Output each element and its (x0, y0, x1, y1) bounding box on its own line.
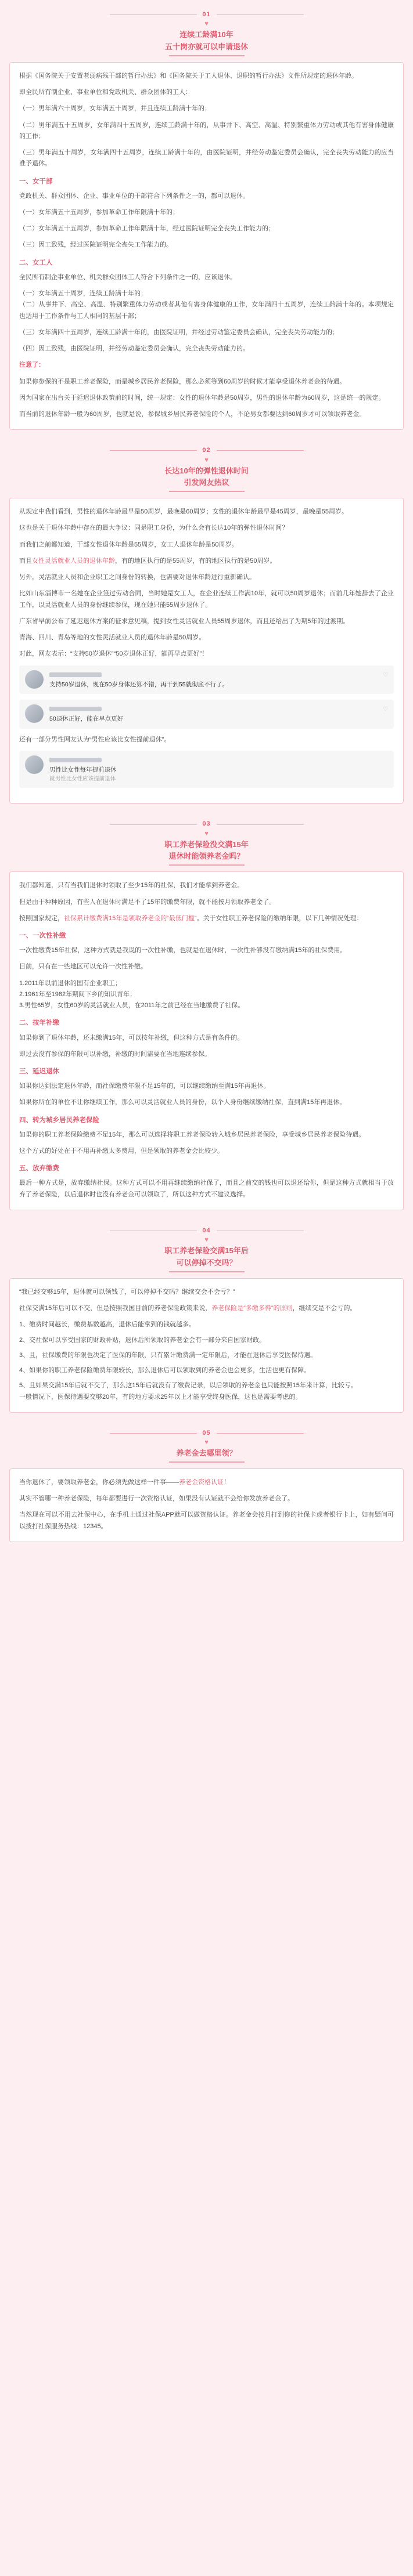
paragraph: 一般情况下，医保待遇要交够20年，有的地方要求25年以上才能享受终身医保，这也是需要考虑的。 (19, 1393, 302, 1401)
paragraph: 当然现在可以不用去社保中心，在手机上通过社保APP就可以做资格认证。养老金会按月打到你的社保卡或者银行卡上，如有疑问可以拨打社保服务热线：12345。 (19, 1511, 394, 1530)
paragraph: （三）因工致残，经过医院证明完全丧失工作能力的。 (19, 241, 173, 249)
heart-icon: ♥ (204, 1236, 209, 1244)
paragraph: 根据《国务院关于安置老弱病残干部的暂行办法》和《国务院关于工人退休、退职的暂行办法》文件所规定的退休年龄。 (19, 72, 358, 79)
section-number: 02 (0, 445, 413, 456)
paragraph: 如果你所在的单位不让你继续工作，那么可以灵活就业人员的身份，以个人身份继续缴纳社保，直到满15年再退休。 (19, 1099, 346, 1106)
paragraph: 如果你达到法定退休年龄，而社保缴费年限不足15年的，可以继续缴纳至满15年再退休。 (19, 1083, 270, 1090)
paragraph: （二）男年满五十五周岁，女年满四十五周岁，连续工龄满十年的，从事井下、高空、高温、特别繁重体力劳动或其他有害身体健康的工作； (19, 121, 394, 140)
highlight-text: 养老金资格认证 (179, 1478, 224, 1486)
title-underline (169, 491, 245, 492)
paragraph: 全民所有制企事业单位、机关群众团体工人符合下列条件之一的，应该退休。 (19, 273, 236, 281)
paragraph: 因为国家在出台关于延迟退休政策前的时间，统一规定：女性的退休年龄是50周岁，男性的退休年龄为60周岁，这是统一的规定。 (19, 394, 385, 401)
paragraph: 还有一部分男性网友认为“男性应该比女性提前退休”。 (19, 736, 171, 744)
divider (110, 1433, 197, 1434)
section-number: 03 (0, 819, 413, 830)
paragraph: 1.2011年以前退休的国有企业职工； 2.1961年至1982年期间下乡的知识青年； 3.男性65岁，女性60岁的灵活就业人员，在2011年之前已经在当地缴费了社保。 (19, 979, 245, 1010)
paragraph: 但是由于种种原因，有些人在退休时满足不了15年的缴费年限，就不能按月领取养老金了。 (19, 898, 276, 906)
section-title: 职工养老保险没交满15年 退休时能领养老金吗？ (0, 839, 413, 866)
section-card (9, 871, 404, 1210)
heart-icon: ♥ (204, 20, 209, 28)
section-04 (0, 1225, 413, 1413)
section-02 (0, 445, 413, 804)
title-underline (169, 1461, 245, 1463)
heart-icon: ♥ (204, 456, 209, 464)
comment-username-blurred (49, 672, 102, 677)
paragraph: （二）女年满五十五周岁，参加革命工作年限满十年，经过医院证明完全丧失工作能力的； (19, 225, 275, 233)
paragraph: 按照国家规定，社保累计缴费满15年是领取养老金的“最低门槛”。关于女性职工养老保险的缴纳年限，以下几种情况处理： (19, 914, 363, 922)
heart-icon: ♥ (204, 1439, 209, 1446)
section-title: 连续工龄满10年 五十岗亦就可以申请退休 (0, 29, 413, 56)
paragraph: 当你退休了，要领取养老金，你必须先做这样一件事——养老金资格认证！ (19, 1478, 230, 1486)
section-header (0, 9, 413, 56)
comment-username-blurred (49, 758, 102, 762)
paragraph: 党政机关、群众团体、企业、事业单位的干部符合下列条件之一的，都可以退休。 (19, 192, 249, 200)
divider (217, 824, 304, 825)
section-header (0, 1225, 413, 1272)
paragraph: 一次性缴费15年社保，这种方式就是我说的一次性补缴，也就是在退休时，一次性补够没有缴纳满15年的社保费用。 (19, 947, 347, 954)
highlight-text: 养老保险是“多缴多得”的原则 (211, 1305, 293, 1312)
comment-body (49, 704, 374, 724)
paragraph: 社保交满15年后可以不交，但是按照我国目前的养老保险政策来说，养老保险是“多缴多得”的原则，继续交是不会亏的。 (19, 1305, 357, 1312)
title-underline (169, 1271, 245, 1272)
paragraph: （三）男年满五十周岁，女年满四十五周岁，连续工龄满十年的，由医院证明，并经劳动鉴定委员会确认，完全丧失劳动能力的应当准予退休。 (19, 149, 394, 168)
like-icon[interactable]: ♡ (383, 671, 388, 678)
divider (110, 450, 197, 451)
comment-text: 支持50岁退休，现在50岁身体还算不错，再干到55就彻底不行了。 (49, 681, 229, 688)
heart-icon: ♥ (204, 830, 209, 837)
user-comment (19, 665, 394, 694)
paragraph: 这也是关于退休年龄中存在的最大争议：同是职工身份，为什么会有长达10年的弹性退休时间？ (19, 524, 289, 532)
paragraph: “我已经交够15年，退休就可以领钱了，可以停掉不交吗？继续交会不会亏？” (19, 1288, 235, 1296)
paragraph: 另外，灵活就业人员和企业职工之间身份的转换，也需要对退休年龄进行重新确认。 (19, 574, 256, 581)
paragraph: 即全民所有制企业、事业单位和党政机关、群众团体的工人： (19, 89, 192, 96)
subheading: 一、女干部 (19, 178, 53, 185)
paragraph: 如果你的职工养老保险缴费不足15年，那么可以选择将职工养老保险转入城乡居民养老保险，享受城乡居民养老保险待遇。 (19, 1131, 365, 1138)
section-number: 01 (0, 9, 413, 20)
comment-subtext: 就男性比女性应该提前退休 (49, 776, 116, 783)
section-03 (0, 819, 413, 1210)
paragraph: 而当前的退休年龄一般为60周岁，也就是说，参保城乡居民养老保险的个人，不论男女都要达到60周岁才可以领取养老金。 (19, 411, 366, 418)
subheading: 四、转为城乡居民养老保险 (19, 1116, 99, 1124)
list-item: 4、如果你的职工养老保险缴费年限较长，那么退休后可以领取到的养老金也会更多，生活也更有保障。 (19, 1367, 311, 1374)
user-comment (19, 700, 394, 729)
paragraph: 即过去没有参保的年限可以补缴，补缴的时间需要在当地连续参保。 (19, 1050, 211, 1058)
section-header (0, 445, 413, 492)
section-card (9, 62, 404, 430)
list-item: 2、交社保可以享受国家的财政补贴，退休后所领取的养老金会有一部分来自国家财政。 (19, 1336, 266, 1344)
section-card (9, 1278, 404, 1413)
user-comment (19, 751, 394, 788)
divider (217, 1433, 304, 1434)
paragraph: 最后一种方式是，放弃缴纳社保。这种方式可以不用再继续缴纳社保了，而且之前交的钱也可以退还给你，但是这种方式就相当于放弃了养老保险，以后退休时也没有养老金可以领取了，所以这种方式不建议选择。 (19, 1180, 394, 1198)
section-number: 04 (0, 1225, 413, 1236)
paragraph: 而我们之前都知道，干部女性退休年龄是55周岁，女工人退休年龄是50周岁。 (19, 541, 238, 548)
subheading: 五、放弃缴费 (19, 1165, 59, 1173)
section-05 (0, 1428, 413, 1542)
paragraph: （三）女年满四十五周岁，连续工龄满十年的，由医院证明，并经过劳动鉴定委员会确认，完全丧失劳动能力的； (19, 328, 339, 336)
paragraph: 目前，只有在一些地区可以允许一次性补缴。 (19, 963, 147, 971)
paragraph: 这个方式的好处在于不用再补缴太多费用，但是领取的养老金会比较少。 (19, 1148, 224, 1155)
comment-text: 50退休正好，能在早点更好 (49, 715, 124, 723)
subheading: 一、一次性补缴 (19, 932, 66, 940)
comment-text: 男性比女性每年提前退休 (49, 766, 117, 774)
list-item: 1、缴费时间越长，缴费基数越高，退休后能拿到的钱就越多。 (19, 1321, 196, 1329)
paragraph: （一）男年满六十周岁，女年满五十周岁，并且连续工龄满十年的； (19, 105, 211, 113)
comment-body (49, 755, 388, 783)
avatar (25, 704, 44, 723)
subheading: 三、延迟退休 (19, 1068, 59, 1076)
highlight-text: 社保累计缴费满15年是领取养老金的“最低门槛” (64, 914, 197, 922)
section-header (0, 819, 413, 866)
highlight-text: 女性灵活就业人员的退休年龄 (32, 557, 115, 565)
divider (110, 824, 197, 825)
subheading: 二、按年补缴 (19, 1019, 59, 1027)
list-item: 3、且，社保缴费的年限也决定了医保的年限，只有累计缴费满一定年限后，才能在退休后享受医保待遇。 (19, 1351, 317, 1359)
paragraph: 我们都知道，只有当我们退休时领取了至少15年的社保，我们才能拿到养老金。 (19, 882, 244, 889)
paragraph: 从规定中我们看到，男性的退休年龄最早是50周岁，最晚是60周岁；女性的退休年龄最早是45周岁，最晚是55周岁。 (19, 508, 348, 516)
divider (217, 450, 304, 451)
avatar (25, 755, 44, 774)
section-01 (0, 9, 413, 430)
title-underline (169, 864, 245, 866)
section-card (9, 498, 404, 804)
section-header (0, 1428, 413, 1463)
comment-body (49, 670, 374, 690)
note-label: 注意了： (19, 361, 45, 369)
paragraph: 其实不管哪一种养老保险，每年都要进行一次资格认证，如果没有认证就不会给你发放养老金了。 (19, 1495, 294, 1503)
avatar (25, 670, 44, 689)
title-underline (169, 55, 245, 56)
reason-list (19, 1319, 394, 1391)
section-title: 养老金去哪里领？ (0, 1448, 413, 1463)
paragraph: 如果你到了退休年龄，还未缴满15年，可以按年补缴，但这种方式是有条件的。 (19, 1034, 244, 1041)
section-title: 长达10年的弹性退休时间 引发网友热议 (0, 465, 413, 493)
list-item: 5、且如果交满15年后就不交了，那么这15年后就没有了缴费记录，以后领取的养老金也只能按照15年来计算，比较亏。 (19, 1382, 357, 1390)
paragraph: 而且女性灵活就业人员的退休年龄，有的地区执行的是55周岁，有的地区执行的是50周岁。 (19, 557, 276, 565)
paragraph: 如果你参保的不是职工养老保险，而是城乡居民养老保险，那么必须等到60周岁的时候才能享受退休养老金的待遇。 (19, 378, 346, 385)
paragraph: （四）因工致残，由医院证明，并经劳动鉴定委员会确认，完全丧失劳动能力的。 (19, 345, 249, 353)
section-number: 05 (0, 1428, 413, 1439)
subheading: 二、女工人 (19, 259, 53, 266)
comment-username-blurred (49, 707, 102, 711)
paragraph: （一）女年满五十周岁，连续工龄满十年的； （二）从事井下、高空、高温、特别繁重体力劳动或者其他有害身体健康的工作，女年满四十五周岁，连续工龄满十年的。本项规定也适用于工作条件与工人相同的基层干部； (19, 290, 394, 320)
paragraph: （一）女年满五十五周岁，参加革命工作年限满十年的； (19, 208, 179, 216)
like-icon[interactable]: ♡ (383, 706, 388, 713)
paragraph: 广东省早前公布了延迟退休方案的征求意见稿，提到女性灵活就业人员55周岁退休，而且还给出了为期5年的过渡期。 (19, 617, 350, 625)
paragraph: 青海、四川、青岛等地的女性灵活就业人员的退休年龄是50周岁。 (19, 634, 206, 642)
paragraph: 对此，网友表示：“支持50岁退休”“50岁退休正好，能再早点更好”！ (19, 650, 209, 658)
section-card (9, 1468, 404, 1542)
paragraph: 比如山东淄博市一名她在企业签过劳动合同，当时她是女工人，在企业连续工作满10年，就可以50周岁退休；而前几年她辞去了企业工作，以灵活就业人员的身份继续参保，现在她只能55周岁退休了。 (19, 590, 394, 609)
section-title: 职工养老保险交满15年后 可以停掉不交吗？ (0, 1245, 413, 1272)
